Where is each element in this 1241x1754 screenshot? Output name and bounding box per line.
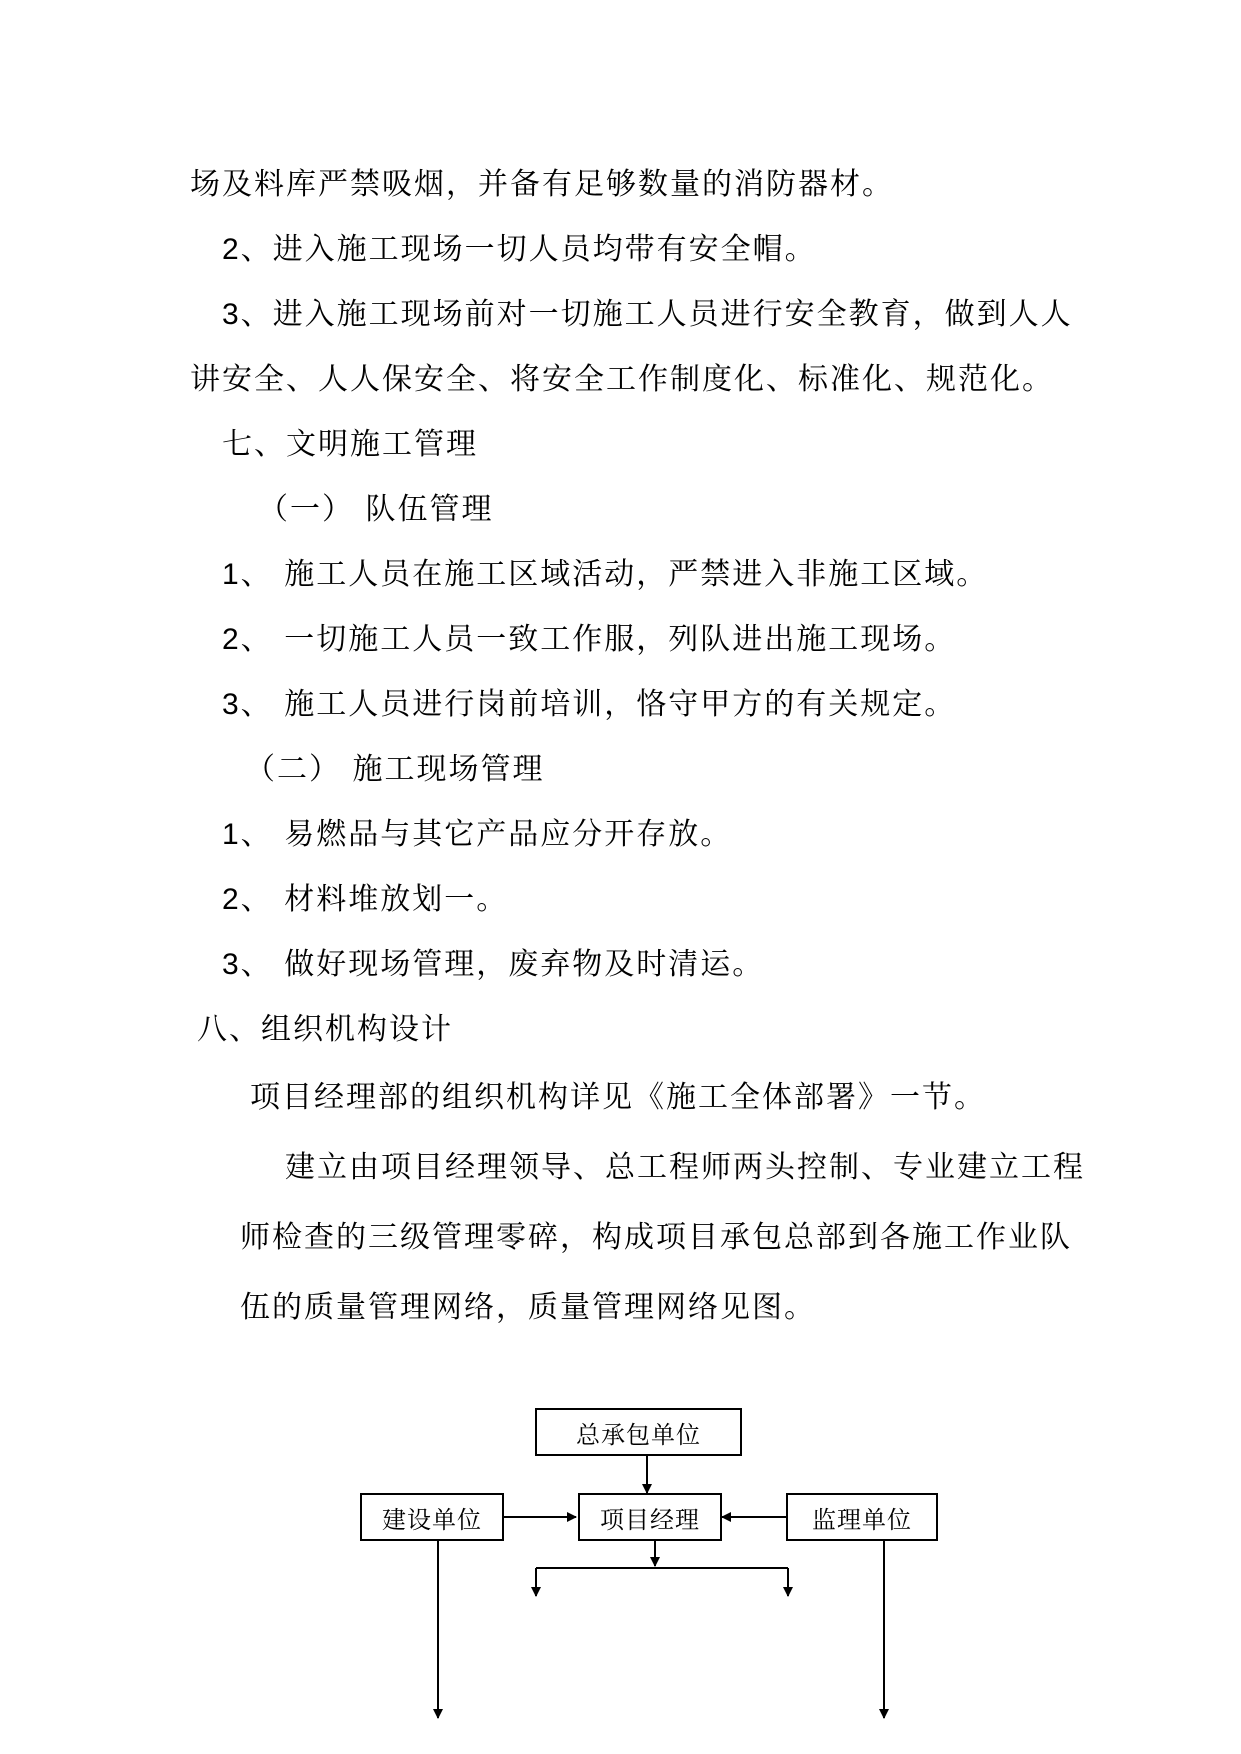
box-general-contractor	[535, 1408, 742, 1456]
list-number: 3、	[222, 948, 273, 981]
list-number: 1、	[222, 818, 273, 851]
box-supervision-unit	[786, 1493, 938, 1541]
paragraph-org-1: 项目经理部的组织机构详见《施工全体部署》一节。	[250, 1080, 986, 1115]
box-construction-unit	[360, 1493, 504, 1541]
list-text: 材料堆放划一。	[284, 882, 509, 917]
subsection-heading-2: （二） 施工现场管理	[245, 752, 545, 787]
list-text: 一切施工人员一致工作服，列队进出施工现场。	[284, 622, 957, 657]
box-label: 项目经理	[600, 1505, 700, 1534]
list-text: 做好现场管理，废弃物及时清运。	[284, 947, 765, 982]
paragraph-org-2a: 建立由项目经理领导、总工程师两头控制、专业建立工程	[285, 1150, 1085, 1185]
text-line-1: 场及料库严禁吸烟，并备有足够数量的消防器材。	[190, 167, 894, 202]
list-number: 3、	[222, 688, 273, 721]
list-text: 施工人员进行岗前培训，恪守甲方的有关规定。	[284, 687, 957, 722]
box-project-manager	[578, 1493, 722, 1541]
list-number: 3、	[222, 298, 273, 331]
list-text: 施工人员在施工区域活动，严禁进入非施工区域。	[284, 557, 989, 592]
section-heading-8: 八、组织机构设计	[197, 1012, 453, 1047]
list-text: 进入施工现场一切人员均带有安全帽。	[272, 232, 817, 267]
paragraph-org-2c: 伍的质量管理网络，质量管理网络见图。	[240, 1290, 816, 1325]
list-number: 2、	[222, 623, 273, 656]
section-heading-7: 七、文明施工管理	[222, 427, 478, 462]
subsection-heading-1: （一） 队伍管理	[258, 492, 494, 527]
text-line-4: 讲安全、人人保安全、将安全工作制度化、标准化、规范化。	[190, 362, 1054, 397]
list-number: 2、	[222, 883, 273, 916]
paragraph-org-2b: 师检查的三级管理零碎，构成项目承包总部到各施工作业队	[240, 1220, 1072, 1255]
box-label: 建设单位	[382, 1505, 482, 1534]
box-label: 总承包单位	[576, 1420, 701, 1449]
list-number: 2、	[222, 233, 273, 266]
box-label: 监理单位	[812, 1505, 912, 1534]
list-text: 易燃品与其它产品应分开存放。	[284, 817, 733, 852]
list-text: 进入施工现场前对一切施工人员进行安全教育，做到人人	[272, 297, 1073, 332]
list-number: 1、	[222, 558, 273, 591]
